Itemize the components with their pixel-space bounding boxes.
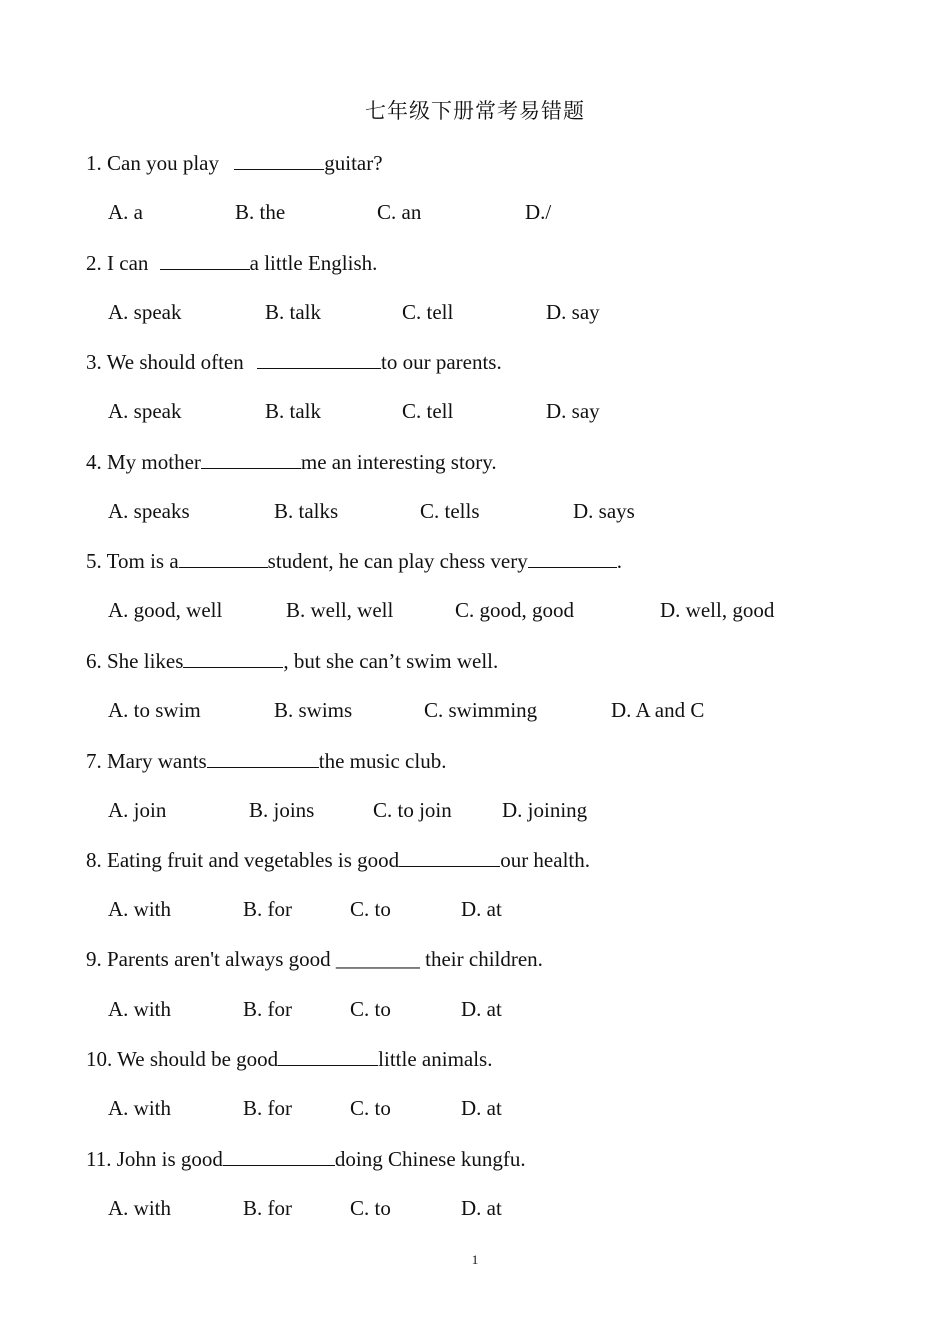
option-d[interactable]: D. A and C: [611, 698, 705, 722]
option-a[interactable]: A. speak: [108, 300, 182, 324]
option-d[interactable]: D. at: [461, 1096, 502, 1120]
option-a[interactable]: A. to swim: [108, 698, 201, 722]
question-1-stem: 1. Can you play guitar?: [86, 151, 383, 175]
option-c[interactable]: C. an: [377, 200, 422, 224]
option-c[interactable]: C. good, good: [455, 598, 575, 622]
answer-blank[interactable]: [207, 747, 319, 768]
question-8-stem: 8. Eating fruit and vegetables is good our health.: [86, 848, 590, 872]
option-c[interactable]: C. to: [350, 897, 391, 921]
option-a[interactable]: A. with: [108, 997, 171, 1021]
option-c[interactable]: C. to: [350, 1196, 391, 1220]
answer-blank[interactable]: [234, 149, 324, 170]
document-title: 七年级下册常考易错题: [365, 99, 585, 123]
option-a[interactable]: A. with: [108, 1196, 171, 1220]
answer-blank[interactable]: [223, 1145, 335, 1166]
option-d[interactable]: D. at: [461, 997, 502, 1021]
option-b[interactable]: B. for: [243, 997, 292, 1021]
answer-blank-1[interactable]: [179, 547, 268, 568]
answer-blank[interactable]: [278, 1045, 378, 1066]
option-b[interactable]: B. swims: [274, 698, 353, 722]
question-10-stem: 10. We should be good little animals.: [86, 1047, 493, 1071]
question-2-stem: 2. I can a little English.: [86, 251, 378, 275]
option-d[interactable]: D. at: [461, 1196, 502, 1220]
option-b[interactable]: B. for: [243, 1096, 292, 1120]
option-c[interactable]: C. to: [350, 997, 391, 1021]
question-5-stem: 5. Tom is a student, he can play chess very .: [86, 549, 622, 573]
option-c[interactable]: C. swimming: [424, 698, 538, 722]
option-b[interactable]: B. talk: [265, 399, 321, 423]
option-a[interactable]: A. good, well: [108, 598, 223, 622]
option-d[interactable]: D. say: [546, 399, 600, 423]
answer-blank[interactable]: [160, 249, 250, 270]
option-b[interactable]: B. for: [243, 897, 292, 921]
option-b[interactable]: B. for: [243, 1196, 292, 1220]
question-9-stem: 9. Parents aren't always good ________ their children.: [86, 947, 543, 971]
option-c[interactable]: C. to: [350, 1096, 391, 1120]
option-d[interactable]: D. well, good: [660, 598, 775, 622]
option-a[interactable]: A. speaks: [108, 499, 190, 523]
question-11-stem: 11. John is good doing Chinese kungfu.: [86, 1147, 526, 1171]
page-number: 1: [471, 1252, 479, 1267]
option-c[interactable]: C. tell: [402, 300, 454, 324]
answer-blank[interactable]: [257, 348, 381, 369]
option-b[interactable]: B. talks: [274, 499, 339, 523]
option-c[interactable]: C. tell: [402, 399, 454, 423]
option-a[interactable]: A. join: [108, 798, 167, 822]
option-b[interactable]: B. the: [235, 200, 286, 224]
answer-blank[interactable]: [399, 846, 500, 867]
option-d[interactable]: D. say: [546, 300, 600, 324]
option-b[interactable]: B. joins: [249, 798, 315, 822]
option-d[interactable]: D. at: [461, 897, 502, 921]
question-3-stem: 3. We should often to our parents.: [86, 350, 502, 374]
option-a[interactable]: A. with: [108, 897, 171, 921]
option-d[interactable]: D./: [525, 200, 552, 224]
answer-blank[interactable]: [183, 647, 283, 668]
option-a[interactable]: A. a: [108, 200, 143, 224]
question-6-stem: 6. She likes , but she can’t swim well.: [86, 649, 499, 673]
option-d[interactable]: D. joining: [502, 798, 588, 822]
option-c[interactable]: C. to join: [373, 798, 452, 822]
question-7-stem: 7. Mary wants the music club.: [86, 749, 447, 773]
option-b[interactable]: B. talk: [265, 300, 321, 324]
option-c[interactable]: C. tells: [420, 499, 480, 523]
answer-blank-2[interactable]: [528, 547, 617, 568]
option-b[interactable]: B. well, well: [286, 598, 394, 622]
question-4-stem: 4. My mother me an interesting story.: [86, 450, 497, 474]
answer-blank[interactable]: [201, 448, 301, 469]
option-a[interactable]: A. with: [108, 1096, 171, 1120]
option-d[interactable]: D. says: [573, 499, 635, 523]
option-a[interactable]: A. speak: [108, 399, 182, 423]
